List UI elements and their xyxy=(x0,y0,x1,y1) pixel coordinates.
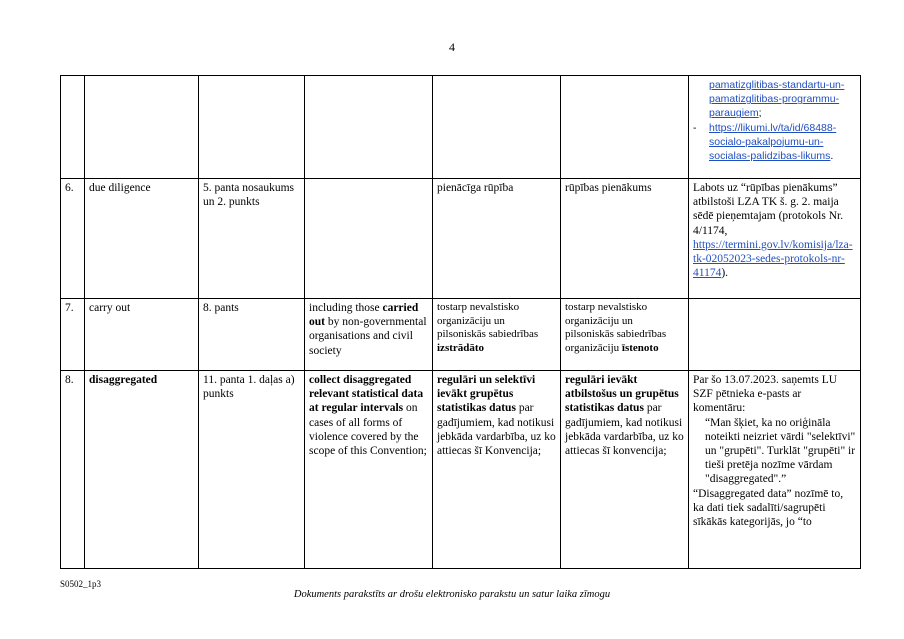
link-list-item: pamatizglitibas-standartu-un-pamatizglitibas-programmu-paraugiem; xyxy=(709,79,845,120)
cell-term: carry out xyxy=(85,299,199,371)
cell-current: tostarp nevalstisko organizāciju un pilsoniskās sabiedrības izstrādāto xyxy=(433,299,561,371)
cell-location: 8. pants xyxy=(199,299,305,371)
link-list-item: - https://likumi.lv/ta/id/68488-socialo-pakalpojumu-un-socialas-palidzibas-likums. xyxy=(693,121,837,163)
termini-link[interactable]: https://termini.gov.lv/komisija/lza-tk-02052023-sedes-protokols-nr-41174 xyxy=(693,238,853,280)
cell-location xyxy=(199,76,305,179)
cell-proposed: rūpības pienākums xyxy=(561,179,689,299)
table-row xyxy=(61,371,861,569)
cell-comment: Labots uz “rūpības pienākums” atbilstoši LZA TK š. g. 2. maija sēdē pieņemtajam (protokols Nr. 4/1174, https://termini.gov.lv/komisija/lza-tk-02052023-sedes-protokols-nr-41174). xyxy=(689,179,861,299)
table-row xyxy=(61,299,861,371)
cell-current: regulāri un selektīvi ievākt grupētus statistikas datus par gadījumiem, kad notikusi jebkāda vardarbība, uz ko attiecas šī Konvencija; xyxy=(433,371,561,569)
cell-current xyxy=(433,76,561,179)
cell-term: due diligence xyxy=(85,179,199,299)
cell-context xyxy=(305,179,433,299)
table-row xyxy=(61,179,861,299)
cell-context: including those carried out by non-governmental organisations and civil society xyxy=(305,299,433,371)
cell-comment: Par šo 13.07.2023. saņemts LU SZF pētnieka e-pasts ar komentāru: “Man šķiet, ka no oriģināla noteikti neizriet vārdi "selektīvi" un "grupēti". Turklāt "grupēti" ir tieši pretēja nozīme vārdam "disaggregated".” “Disaggregated data” nozīmē to, ka dati tiek sadalīti/sagrupēti sīkākās kategorijās, jo “to xyxy=(689,371,861,569)
cell-term xyxy=(85,76,199,179)
page-number: 4 xyxy=(449,40,455,54)
cell-proposed: tostarp nevalstisko organizāciju un pilsoniskās sabiedrības organizāciju īstenoto xyxy=(561,299,689,371)
cell-context xyxy=(305,76,433,179)
terminology-table xyxy=(60,75,861,569)
cell-proposed xyxy=(561,76,689,179)
likumi-link-social[interactable]: https://likumi.lv/ta/id/68488-socialo-pakalpojumu-un-socialas-palidzibas-likums xyxy=(709,121,837,163)
document-id: S0502_1p3 xyxy=(60,579,102,589)
table-row xyxy=(61,76,861,179)
cell-comment xyxy=(689,299,861,371)
cell-current: pienācīga rūpība xyxy=(433,179,561,299)
cell-num: 6. xyxy=(61,179,85,299)
email-quote: “Man šķiet, ka no oriģināla noteikti neizriet vārdi "selektīvi" un "grupēti". Turklāt "grupēti" ir tieši pretēja nozīme vārdam "disaggregated".” xyxy=(705,416,856,486)
cell-location: 5. panta nosaukums un 2. punkts xyxy=(199,179,305,299)
cell-num: 7. xyxy=(61,299,85,371)
likumi-link-standard[interactable]: pamatizglitibas-standartu-un-pamatizglitibas-programmu-paraugiem xyxy=(709,79,845,120)
cell-term: disaggregated xyxy=(85,371,199,569)
cell-comment xyxy=(689,76,861,179)
cell-context: collect disaggregated relevant statistical data at regular intervals on cases of all forms of violence covered by the scope of this Convention; xyxy=(305,371,433,569)
cell-proposed: regulāri ievākt atbilstošus un grupētus statistikas datus par gadījumiem, kad notikusi jebkāda vardarbība, uz ko attiecas šī konvencija; xyxy=(561,371,689,569)
signature-note: Dokuments parakstīts ar drošu elektronisko parakstu un satur laika zīmogu xyxy=(293,589,611,600)
cell-num xyxy=(61,76,85,179)
cell-location: 11. panta 1. daļas a) punkts xyxy=(199,371,305,569)
link-list xyxy=(693,78,856,163)
cell-num: 8. xyxy=(61,371,85,569)
